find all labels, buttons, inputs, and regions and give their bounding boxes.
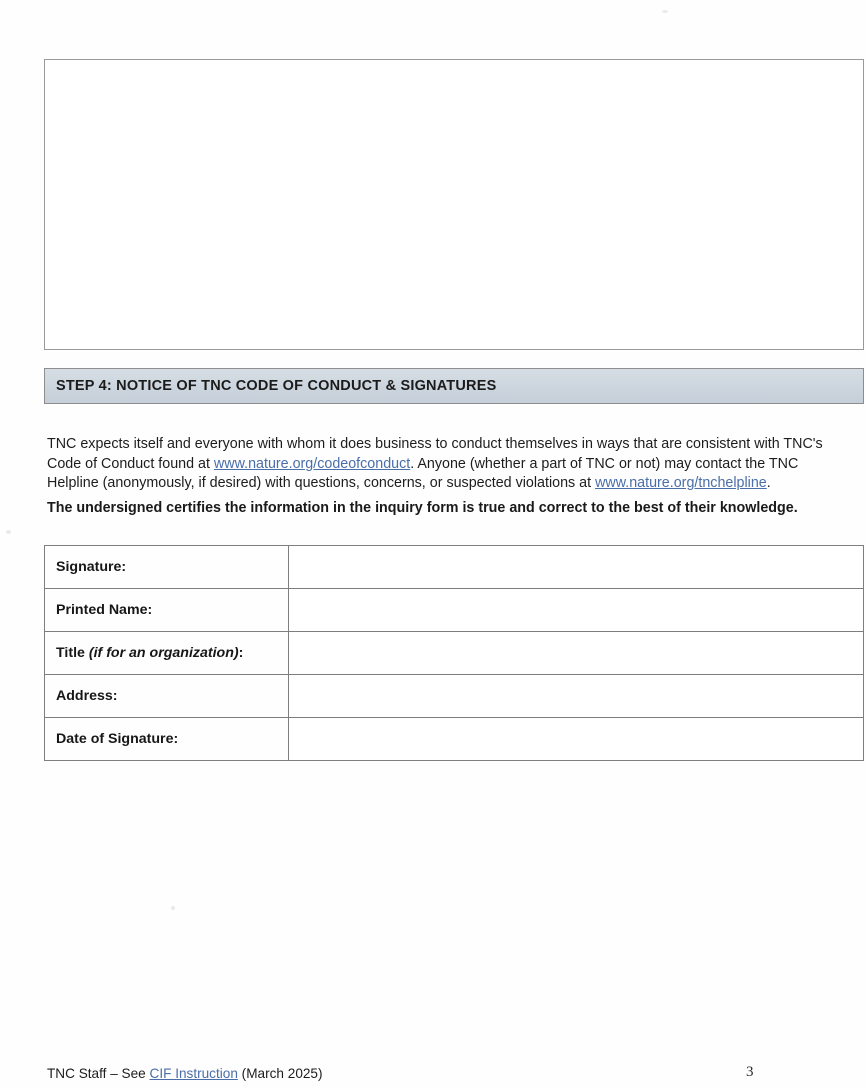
table-row	[45, 718, 864, 761]
signature-table	[44, 545, 864, 761]
scan-artifact	[6, 530, 11, 534]
paragraph-text-part-1: TNC expects itself and everyone with whom it does business to conduct themselves in ways that are consistent with TNC's Code of Conduct found at	[47, 436, 823, 472]
signature-label-cell	[45, 546, 289, 589]
address-label-cell	[45, 675, 289, 718]
signature-label: Signature:	[56, 559, 127, 575]
scan-artifact	[171, 906, 175, 910]
title-label-colon: :	[238, 645, 244, 661]
page-number: 3	[746, 1064, 754, 1080]
signature-input[interactable]	[289, 546, 864, 589]
date-of-signature-label: Date of Signature:	[56, 731, 179, 747]
step-4-section-header	[44, 368, 864, 404]
date-of-signature-label-cell	[45, 718, 289, 761]
footer-prefix: TNC Staff – See	[47, 1066, 150, 1081]
table-row	[45, 632, 864, 675]
certification-statement: The undersigned certifies the information in the inquiry form is true and correct to the best of their knowledge.	[47, 500, 798, 516]
footer-suffix: (March 2025)	[237, 1066, 323, 1081]
title-label	[56, 645, 243, 661]
printed-name-label-cell	[45, 589, 289, 632]
title-label-cell	[45, 632, 289, 675]
printed-name-label: Printed Name:	[56, 602, 153, 618]
paragraph-text-part-2: . Anyone (whether a part of TNC or not) may contact the TNC Helpline (anonymously, if desired) with questions, concerns, or suspected violations at	[47, 455, 799, 491]
comment-box[interactable]	[44, 59, 864, 350]
date-of-signature-input[interactable]	[289, 718, 864, 761]
title-input[interactable]	[289, 632, 864, 675]
title-label-text: Title	[56, 645, 89, 661]
address-input[interactable]	[289, 675, 864, 718]
cif-instruction-link[interactable]: CIF Instruction	[149, 1066, 238, 1081]
code-of-conduct-link[interactable]: www.nature.org/codeofconduct	[213, 455, 411, 472]
table-row	[45, 675, 864, 718]
address-label: Address:	[56, 688, 118, 704]
paragraph-text-part-3: .	[766, 474, 771, 491]
table-row	[45, 546, 864, 589]
tnc-helpline-link[interactable]: www.nature.org/tnchelpline	[595, 474, 767, 491]
code-of-conduct-paragraph	[47, 435, 847, 493]
printed-name-input[interactable]	[289, 589, 864, 632]
title-label-note: (if for an organization)	[88, 645, 239, 661]
table-row	[45, 589, 864, 632]
step-4-header-label: STEP 4: NOTICE OF TNC CODE OF CONDUCT & SIGNATURES	[56, 378, 497, 394]
scan-artifact	[662, 10, 668, 13]
footer-note	[47, 1066, 323, 1081]
